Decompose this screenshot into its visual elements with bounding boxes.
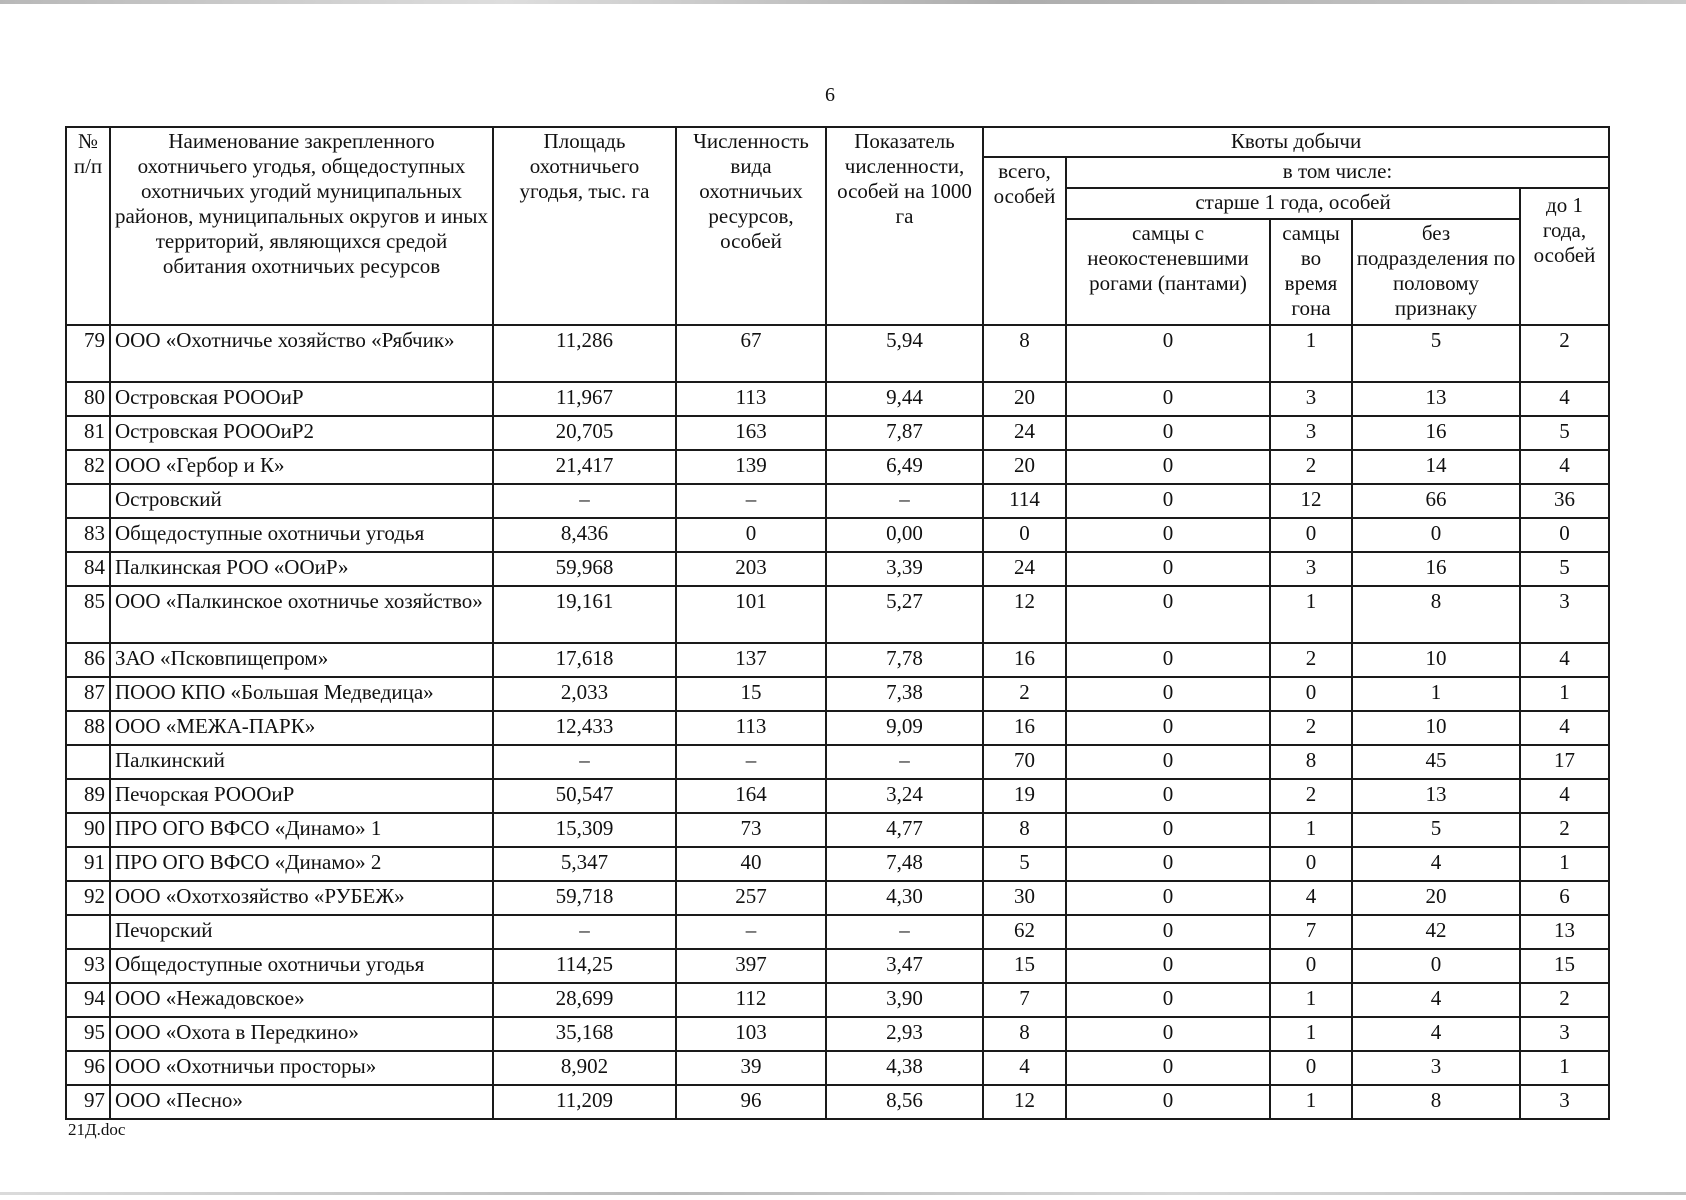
cell-name: ООО «Палкинское охотничье хозяйство» <box>110 586 493 643</box>
scan-edge-top <box>0 0 1686 4</box>
cell-under1: 3 <box>1520 1017 1609 1051</box>
cell-number: 97 <box>66 1085 110 1119</box>
cell-area: 59,968 <box>493 552 676 586</box>
cell-count: 203 <box>676 552 826 586</box>
cell-count: 96 <box>676 1085 826 1119</box>
cell-density: 9,44 <box>826 382 983 416</box>
table-row <box>66 382 1609 416</box>
header-under1: до 1 года, особей <box>1520 188 1609 325</box>
header-total: всего, особей <box>983 157 1066 325</box>
cell-number: 92 <box>66 881 110 915</box>
cell-density: 5,94 <box>826 325 983 382</box>
table-row <box>66 847 1609 881</box>
table-row <box>66 518 1609 552</box>
footer-filename: 21Д.doc <box>68 1120 126 1139</box>
cell-area: – <box>493 915 676 949</box>
header-name: Наименование закрепленного охотничьего угодья, общедоступных охотничьих угодий муниципальных районов, муниципальных округов и иных территорий, являющихся средой обитания охотничьих ресурсов <box>110 127 493 325</box>
cell-area: 8,436 <box>493 518 676 552</box>
cell-density: 4,38 <box>826 1051 983 1085</box>
cell-nosex: 3 <box>1352 1051 1520 1085</box>
cell-velvet: 0 <box>1066 1051 1270 1085</box>
table-row <box>66 711 1609 745</box>
cell-name: Общедоступные охотничьи угодья <box>110 518 493 552</box>
cell-total: 8 <box>983 813 1066 847</box>
cell-velvet: 0 <box>1066 915 1270 949</box>
table-row <box>66 915 1609 949</box>
cell-nosex: 16 <box>1352 416 1520 450</box>
cell-number: 84 <box>66 552 110 586</box>
cell-density: 7,48 <box>826 847 983 881</box>
cell-number: 96 <box>66 1051 110 1085</box>
header-count: Численность вида охотничьих ресурсов, особей <box>676 127 826 325</box>
cell-area: 11,209 <box>493 1085 676 1119</box>
cell-area: 21,417 <box>493 450 676 484</box>
cell-under1: 5 <box>1520 552 1609 586</box>
cell-rut: 2 <box>1270 711 1352 745</box>
cell-area: 35,168 <box>493 1017 676 1051</box>
cell-name: ООО «Гербор и К» <box>110 450 493 484</box>
cell-rut: 0 <box>1270 847 1352 881</box>
cell-area: 12,433 <box>493 711 676 745</box>
cell-rut: 0 <box>1270 518 1352 552</box>
cell-rut: 1 <box>1270 813 1352 847</box>
cell-nosex: 4 <box>1352 1017 1520 1051</box>
cell-density: 2,93 <box>826 1017 983 1051</box>
cell-name: Островская РОООиР2 <box>110 416 493 450</box>
cell-total: 114 <box>983 484 1066 518</box>
cell-nosex: 16 <box>1352 552 1520 586</box>
cell-area: 50,547 <box>493 779 676 813</box>
cell-nosex: 42 <box>1352 915 1520 949</box>
cell-total: 12 <box>983 586 1066 643</box>
cell-name: ЗАО «Псковпищепром» <box>110 643 493 677</box>
table-row <box>66 745 1609 779</box>
header-older: старше 1 года, особей <box>1066 188 1520 219</box>
cell-total: 15 <box>983 949 1066 983</box>
cell-velvet: 0 <box>1066 1085 1270 1119</box>
cell-nosex: 10 <box>1352 643 1520 677</box>
cell-number: 91 <box>66 847 110 881</box>
table-row <box>66 881 1609 915</box>
cell-velvet: 0 <box>1066 745 1270 779</box>
cell-velvet: 0 <box>1066 552 1270 586</box>
cell-under1: 2 <box>1520 813 1609 847</box>
cell-name: ООО «Нежадовское» <box>110 983 493 1017</box>
cell-number: 83 <box>66 518 110 552</box>
cell-count: 397 <box>676 949 826 983</box>
cell-count: 103 <box>676 1017 826 1051</box>
page-number: 6 <box>825 84 835 106</box>
cell-area: 19,161 <box>493 586 676 643</box>
cell-rut: 1 <box>1270 325 1352 382</box>
cell-density: 0,00 <box>826 518 983 552</box>
cell-nosex: 14 <box>1352 450 1520 484</box>
cell-number: 87 <box>66 677 110 711</box>
cell-under1: 4 <box>1520 450 1609 484</box>
cell-name: ООО «Охота в Передкино» <box>110 1017 493 1051</box>
cell-total: 2 <box>983 677 1066 711</box>
cell-density: 3,90 <box>826 983 983 1017</box>
cell-density: 6,49 <box>826 450 983 484</box>
scan-edge-bottom <box>0 1192 1686 1195</box>
quota-table-container <box>65 126 1608 1120</box>
cell-density: 7,78 <box>826 643 983 677</box>
cell-area: 8,902 <box>493 1051 676 1085</box>
cell-under1: 2 <box>1520 983 1609 1017</box>
cell-area: – <box>493 484 676 518</box>
cell-density: 7,87 <box>826 416 983 450</box>
cell-number: 79 <box>66 325 110 382</box>
cell-number: 81 <box>66 416 110 450</box>
table-row <box>66 552 1609 586</box>
quota-table-body <box>66 325 1609 1119</box>
cell-density: 4,30 <box>826 881 983 915</box>
cell-number: 82 <box>66 450 110 484</box>
cell-name: Островская РОООиР <box>110 382 493 416</box>
header-rut: самцы во время гона <box>1270 219 1352 325</box>
cell-name: ООО «Охотничьи просторы» <box>110 1051 493 1085</box>
cell-velvet: 0 <box>1066 643 1270 677</box>
cell-density: – <box>826 915 983 949</box>
cell-nosex: 5 <box>1352 813 1520 847</box>
header-nosex: без подразделения по половому признаку <box>1352 219 1520 325</box>
cell-area: 2,033 <box>493 677 676 711</box>
cell-count: 112 <box>676 983 826 1017</box>
cell-area: 5,347 <box>493 847 676 881</box>
cell-under1: 36 <box>1520 484 1609 518</box>
cell-number: 95 <box>66 1017 110 1051</box>
cell-nosex: 1 <box>1352 677 1520 711</box>
cell-total: 24 <box>983 552 1066 586</box>
cell-area: – <box>493 745 676 779</box>
cell-density: 3,24 <box>826 779 983 813</box>
cell-name: ООО «Охотхозяйство «РУБЕЖ» <box>110 881 493 915</box>
cell-rut: 2 <box>1270 779 1352 813</box>
cell-under1: 3 <box>1520 1085 1609 1119</box>
cell-number: 93 <box>66 949 110 983</box>
cell-under1: 3 <box>1520 586 1609 643</box>
cell-nosex: 0 <box>1352 949 1520 983</box>
cell-count: 39 <box>676 1051 826 1085</box>
cell-rut: 3 <box>1270 416 1352 450</box>
cell-name: ПРО ОГО ВФСО «Динамо» 2 <box>110 847 493 881</box>
cell-area: 114,25 <box>493 949 676 983</box>
table-row <box>66 484 1609 518</box>
cell-total: 20 <box>983 450 1066 484</box>
cell-density: 9,09 <box>826 711 983 745</box>
cell-total: 8 <box>983 1017 1066 1051</box>
cell-under1: 13 <box>1520 915 1609 949</box>
cell-rut: 3 <box>1270 382 1352 416</box>
cell-rut: 0 <box>1270 677 1352 711</box>
cell-number <box>66 484 110 518</box>
cell-density: – <box>826 745 983 779</box>
cell-rut: 1 <box>1270 1017 1352 1051</box>
cell-rut: 1 <box>1270 1085 1352 1119</box>
cell-nosex: 0 <box>1352 518 1520 552</box>
cell-count: 40 <box>676 847 826 881</box>
cell-velvet: 0 <box>1066 450 1270 484</box>
cell-under1: 1 <box>1520 1051 1609 1085</box>
cell-total: 8 <box>983 325 1066 382</box>
cell-velvet: 0 <box>1066 518 1270 552</box>
cell-nosex: 4 <box>1352 983 1520 1017</box>
cell-name: Печорская РОООиР <box>110 779 493 813</box>
cell-name: Островский <box>110 484 493 518</box>
cell-total: 16 <box>983 643 1066 677</box>
cell-total: 70 <box>983 745 1066 779</box>
cell-under1: 1 <box>1520 847 1609 881</box>
table-row <box>66 949 1609 983</box>
cell-nosex: 10 <box>1352 711 1520 745</box>
cell-count: – <box>676 915 826 949</box>
table-row <box>66 983 1609 1017</box>
cell-rut: 7 <box>1270 915 1352 949</box>
table-row <box>66 813 1609 847</box>
cell-total: 7 <box>983 983 1066 1017</box>
cell-area: 15,309 <box>493 813 676 847</box>
cell-rut: 2 <box>1270 643 1352 677</box>
cell-name: ООО «МЕЖА-ПАРК» <box>110 711 493 745</box>
cell-name: Палкинский <box>110 745 493 779</box>
cell-count: 113 <box>676 382 826 416</box>
header-velvet: самцы с неокостеневшими рогами (пантами) <box>1066 219 1270 325</box>
cell-velvet: 0 <box>1066 847 1270 881</box>
cell-number: 94 <box>66 983 110 1017</box>
cell-count: 0 <box>676 518 826 552</box>
cell-total: 5 <box>983 847 1066 881</box>
table-row <box>66 1017 1609 1051</box>
cell-nosex: 4 <box>1352 847 1520 881</box>
cell-rut: 12 <box>1270 484 1352 518</box>
cell-total: 16 <box>983 711 1066 745</box>
cell-count: – <box>676 484 826 518</box>
cell-area: 20,705 <box>493 416 676 450</box>
cell-count: 139 <box>676 450 826 484</box>
cell-nosex: 66 <box>1352 484 1520 518</box>
cell-rut: 3 <box>1270 552 1352 586</box>
cell-nosex: 13 <box>1352 779 1520 813</box>
cell-rut: 1 <box>1270 983 1352 1017</box>
cell-total: 19 <box>983 779 1066 813</box>
cell-area: 11,967 <box>493 382 676 416</box>
cell-count: 15 <box>676 677 826 711</box>
cell-name: ПРО ОГО ВФСО «Динамо» 1 <box>110 813 493 847</box>
cell-under1: 4 <box>1520 643 1609 677</box>
cell-total: 30 <box>983 881 1066 915</box>
cell-density: 3,47 <box>826 949 983 983</box>
cell-nosex: 8 <box>1352 1085 1520 1119</box>
header-including: в том числе: <box>1066 157 1609 188</box>
cell-count: 164 <box>676 779 826 813</box>
cell-under1: 4 <box>1520 382 1609 416</box>
cell-velvet: 0 <box>1066 382 1270 416</box>
cell-velvet: 0 <box>1066 1017 1270 1051</box>
table-row <box>66 643 1609 677</box>
cell-velvet: 0 <box>1066 677 1270 711</box>
cell-count: 257 <box>676 881 826 915</box>
cell-count: 67 <box>676 325 826 382</box>
cell-total: 12 <box>983 1085 1066 1119</box>
cell-under1: 1 <box>1520 677 1609 711</box>
cell-count: 73 <box>676 813 826 847</box>
cell-under1: 17 <box>1520 745 1609 779</box>
table-row <box>66 779 1609 813</box>
header-quotas: Квоты добычи <box>983 127 1609 157</box>
cell-area: 11,286 <box>493 325 676 382</box>
cell-count: 137 <box>676 643 826 677</box>
cell-total: 20 <box>983 382 1066 416</box>
cell-under1: 2 <box>1520 325 1609 382</box>
cell-under1: 4 <box>1520 711 1609 745</box>
cell-velvet: 0 <box>1066 586 1270 643</box>
cell-velvet: 0 <box>1066 983 1270 1017</box>
cell-area: 17,618 <box>493 643 676 677</box>
cell-name: ПООО КПО «Большая Медведица» <box>110 677 493 711</box>
cell-count: – <box>676 745 826 779</box>
cell-velvet: 0 <box>1066 881 1270 915</box>
cell-count: 101 <box>676 586 826 643</box>
cell-rut: 0 <box>1270 1051 1352 1085</box>
cell-rut: 1 <box>1270 586 1352 643</box>
cell-number: 89 <box>66 779 110 813</box>
cell-name: Палкинская РОО «ООиР» <box>110 552 493 586</box>
cell-count: 113 <box>676 711 826 745</box>
cell-number: 80 <box>66 382 110 416</box>
table-row <box>66 677 1609 711</box>
cell-under1: 5 <box>1520 416 1609 450</box>
cell-velvet: 0 <box>1066 779 1270 813</box>
table-row <box>66 1085 1609 1119</box>
cell-number: 90 <box>66 813 110 847</box>
quota-table <box>65 126 1610 1120</box>
cell-rut: 4 <box>1270 881 1352 915</box>
cell-name: Общедоступные охотничьи угодья <box>110 949 493 983</box>
cell-density: 4,77 <box>826 813 983 847</box>
table-row <box>66 586 1609 643</box>
cell-nosex: 5 <box>1352 325 1520 382</box>
cell-velvet: 0 <box>1066 416 1270 450</box>
cell-under1: 6 <box>1520 881 1609 915</box>
header-area: Площадь охотничьего угодья, тыс. га <box>493 127 676 325</box>
cell-total: 62 <box>983 915 1066 949</box>
cell-density: – <box>826 484 983 518</box>
cell-area: 28,699 <box>493 983 676 1017</box>
cell-rut: 8 <box>1270 745 1352 779</box>
table-row <box>66 1051 1609 1085</box>
cell-nosex: 13 <box>1352 382 1520 416</box>
cell-total: 4 <box>983 1051 1066 1085</box>
header-density: Показатель численности, особей на 1000 га <box>826 127 983 325</box>
cell-name: ООО «Песно» <box>110 1085 493 1119</box>
cell-under1: 15 <box>1520 949 1609 983</box>
cell-name: ООО «Охотничье хозяйство «Рябчик» <box>110 325 493 382</box>
cell-count: 163 <box>676 416 826 450</box>
cell-number: 88 <box>66 711 110 745</box>
table-row <box>66 416 1609 450</box>
cell-total: 0 <box>983 518 1066 552</box>
cell-nosex: 45 <box>1352 745 1520 779</box>
cell-density: 5,27 <box>826 586 983 643</box>
cell-velvet: 0 <box>1066 711 1270 745</box>
cell-name: Печорский <box>110 915 493 949</box>
cell-velvet: 0 <box>1066 484 1270 518</box>
cell-velvet: 0 <box>1066 813 1270 847</box>
cell-rut: 2 <box>1270 450 1352 484</box>
cell-rut: 0 <box>1270 949 1352 983</box>
header-num: № п/п <box>66 127 110 325</box>
cell-density: 8,56 <box>826 1085 983 1119</box>
cell-under1: 0 <box>1520 518 1609 552</box>
table-row <box>66 450 1609 484</box>
cell-velvet: 0 <box>1066 325 1270 382</box>
cell-number <box>66 915 110 949</box>
cell-number: 86 <box>66 643 110 677</box>
cell-nosex: 8 <box>1352 586 1520 643</box>
table-row <box>66 325 1609 382</box>
cell-under1: 4 <box>1520 779 1609 813</box>
cell-density: 3,39 <box>826 552 983 586</box>
cell-number <box>66 745 110 779</box>
cell-area: 59,718 <box>493 881 676 915</box>
cell-nosex: 20 <box>1352 881 1520 915</box>
cell-number: 85 <box>66 586 110 643</box>
cell-density: 7,38 <box>826 677 983 711</box>
cell-velvet: 0 <box>1066 949 1270 983</box>
cell-total: 24 <box>983 416 1066 450</box>
